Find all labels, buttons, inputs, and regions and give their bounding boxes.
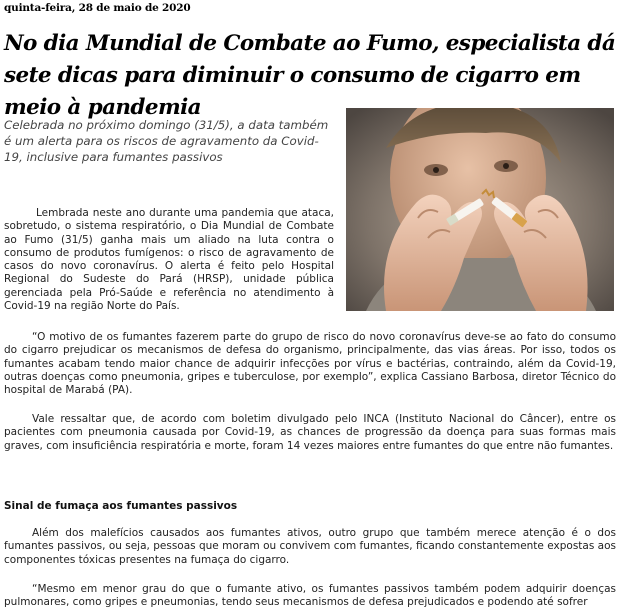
article-date: quinta-feira, 28 de maio de 2020 xyxy=(4,2,191,14)
article-lede: Celebrada no próximo domingo (31/5), a data também é um alerta para os riscos de agravamento da Covid-19, inclusive para fumantes passivos xyxy=(4,118,329,164)
article-paragraph-5: “Mesmo em menor grau do que o fumante ativo, os fumantes passivos também podem adquirir doenças pulmonares, como gripes e pneumonias, tendo seus mecanismos de defesa prejudicados e podendo até sofrer xyxy=(4,583,616,609)
article-paragraph-3: Vale ressaltar que, de acordo com boletim divulgado pelo INCA (Instituto Nacional do Câncer), entre os pacientes com pneumonia causada por Covid-19, as chances de progressão da doença para suas formas mais graves, com insuficiência respiratória e morte, foram 14 vezes maiores entre fumantes do que entre não fumantes. xyxy=(4,413,616,452)
article-photo xyxy=(346,108,614,311)
article-paragraph-4: Além dos malefícios causados aos fumantes ativos, outro grupo que também merece atenção é o dos fumantes passivos, ou seja, pessoas que moram ou convivem com fumantes, ficando constantemente expostas aos componentes tóxicas presentes na fumaça do cigarro. xyxy=(4,527,616,566)
article-paragraph-1: Lembrada neste ano durante uma pandemia que ataca, sobretudo, o sistema respiratório, o Dia Mundial de Combate ao Fumo (31/5) ganha mais um aliado na luta contra o consumo de produtos fumígenos: o risco de agravamento de casos do novo coronavírus. O alerta é feito pelo Hospital Regional do Sudeste do Pará (HRSP), unidade pública gerenciada pela Pró-Saúde e referência no atendimento à Covid-19 na região Norte do País. xyxy=(4,207,334,313)
article-subheading: Sinal de fumaça aos fumantes passivos xyxy=(4,500,238,512)
article-paragraph-2: “O motivo de os fumantes fazerem parte do grupo de risco do novo coronavírus deve-se ao fato do consumo do cigarro prejudicar os mecanismos de defesa do organismo, principalmente, das vias áreas. Por isso, todos os fumantes acabam tendo maior chance de adquirir infecções por vírus e bactérias, contraindo, além da Covid-19, outras doenças como pneumonia, gripes e tuberculose, por exemplo”, explica Cassiano Barbosa, diretor Técnico do hospital de Marabá (PA). xyxy=(4,331,616,397)
child-breaking-cigarette-illustration xyxy=(346,108,614,311)
article-headline: No dia Mundial de Combate ao Fumo, especialista dá sete dicas para diminuir o consumo de cigarro em meio à pandemia xyxy=(4,31,616,120)
